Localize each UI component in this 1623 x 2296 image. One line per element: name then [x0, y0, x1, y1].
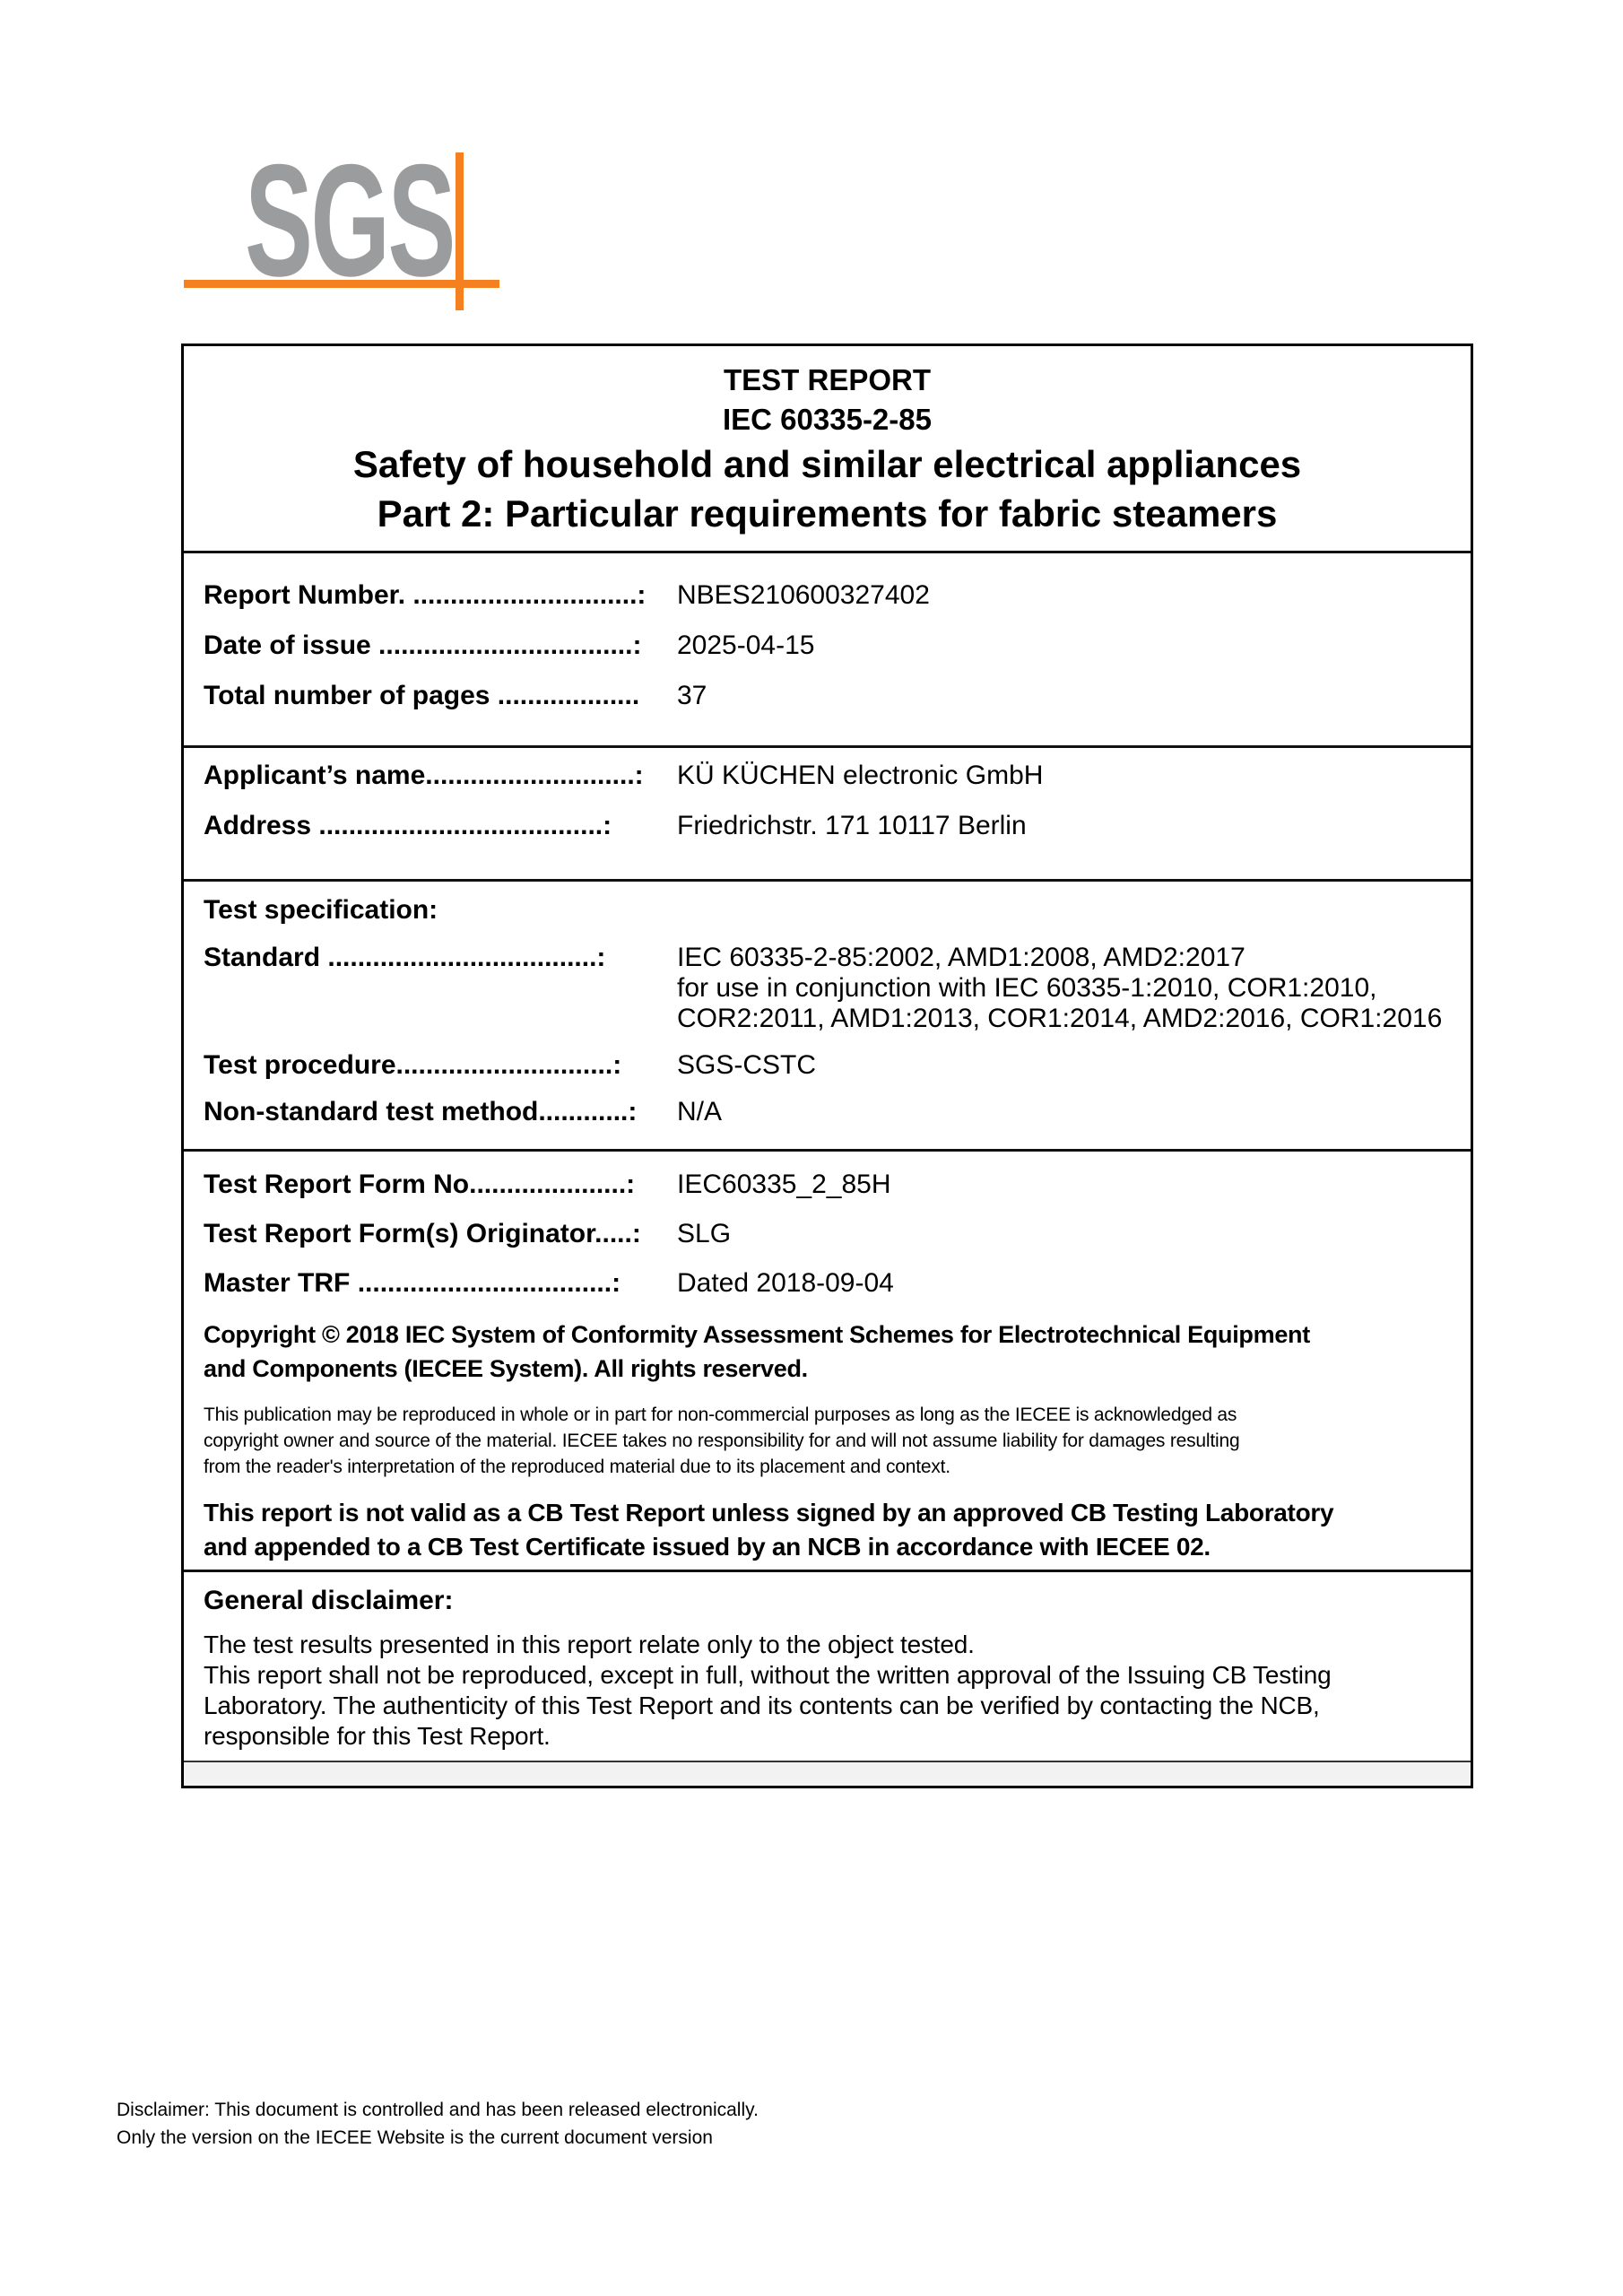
shaded-empty-row — [184, 1761, 1471, 1786]
test-specification-heading: Test specification: — [204, 895, 438, 925]
test-procedure-row — [204, 1050, 1449, 1081]
standard-value — [677, 943, 1449, 1034]
footer-disclaimer-line: Disclaimer: This document is controlled and has been released electronically. — [117, 2100, 759, 2120]
applicant-name-value: KÜ KÜCHEN electronic GmbH — [677, 761, 1044, 790]
fine-print-line: from the reader's interpretation of the reproduced material due to its placement and context. — [204, 1457, 950, 1477]
report-title: TEST REPORT — [723, 363, 932, 396]
report-info-section — [184, 551, 1471, 745]
non-standard-method-label: Non-standard test method............: — [204, 1097, 638, 1126]
general-disclaimer-section — [184, 1570, 1471, 1761]
logo-orange-crossbar — [456, 152, 464, 310]
report-number-row — [204, 580, 1449, 611]
applicant-name-row — [204, 761, 1449, 791]
general-disclaimer-heading: General disclaimer: — [204, 1586, 454, 1615]
applicant-section — [184, 745, 1471, 879]
reproduction-fine-print — [204, 1402, 1449, 1480]
date-of-issue-label: Date of issue ..................................: — [204, 631, 642, 660]
footer-disclaimer-line: Only the version on the IECEE Website is the current document version — [117, 2127, 713, 2148]
non-standard-method-value: N/A — [677, 1097, 723, 1126]
cb-validity-notice — [204, 1496, 1449, 1564]
standard-part: Part 2: Particular requirements for fabric steamers — [377, 492, 1278, 535]
test-procedure-label: Test procedure.............................: — [204, 1050, 622, 1080]
copyright-notice — [204, 1318, 1449, 1386]
address-value: Friedrichstr. 171 10117 Berlin — [677, 811, 1027, 840]
trf-number-label: Test Report Form No.....................: — [204, 1170, 636, 1199]
trf-originator-row — [204, 1219, 1449, 1249]
sgs-logo-text: SGS — [245, 131, 454, 309]
master-trf-row — [204, 1268, 1449, 1299]
standard-label: Standard ....................................: — [204, 943, 606, 972]
address-label: Address ......................................: — [204, 811, 612, 840]
trf-number-value: IEC60335_2_85H — [677, 1170, 891, 1199]
date-of-issue-value: 2025-04-15 — [677, 631, 815, 660]
disclaimer-line: The test results presented in this report relate only to the object tested. — [204, 1631, 975, 1658]
standard-value-line: COR2:2011, AMD1:2013, COR1:2014, AMD2:2016, COR1:2016 — [677, 1004, 1443, 1033]
report-table — [181, 344, 1473, 1788]
total-pages-label: Total number of pages ................... — [204, 681, 640, 710]
applicant-name-label: Applicant’s name............................: — [204, 761, 644, 790]
total-pages-row — [204, 681, 1449, 711]
standard-value-line: IEC 60335-2-85:2002, AMD1:2008, AMD2:2017 — [677, 943, 1245, 972]
report-number-label: Report Number. ..............................: — [204, 580, 647, 610]
trf-number-row — [204, 1170, 1449, 1200]
disclaimer-line: responsible for this Test Report. — [204, 1722, 551, 1750]
cb-validity-line: This report is not valid as a CB Test Report unless signed by an approved CB Testing Laboratory — [204, 1499, 1334, 1526]
title-block — [184, 346, 1471, 551]
disclaimer-line: Laboratory. The authenticity of this Test Report and its contents can be verified by contacting the NCB, — [204, 1692, 1320, 1719]
fine-print-line: copyright owner and source of the material. IECEE takes no responsibility for and will not assume liability for damages resulting — [204, 1431, 1240, 1451]
copyright-line: Copyright © 2018 IEC System of Conformity Assessment Schemes for Electrotechnical Equipment — [204, 1321, 1310, 1348]
standard-name: Safety of household and similar electrical appliances — [352, 443, 1302, 485]
address-row — [204, 811, 1449, 841]
trf-originator-label: Test Report Form(s) Originator.....: — [204, 1219, 641, 1248]
standard-row — [204, 943, 1449, 1034]
standard-number: IEC 60335-2-85 — [723, 403, 932, 436]
test-procedure-value: SGS-CSTC — [677, 1050, 817, 1080]
non-standard-method-row — [204, 1097, 1449, 1127]
page-footer — [117, 2096, 759, 2152]
trf-section — [184, 1149, 1471, 1570]
cb-validity-line: and appended to a CB Test Certificate issued by an NCB in accordance with IECEE 02. — [204, 1533, 1211, 1561]
report-number-value: NBES210600327402 — [677, 580, 930, 610]
test-specification-section — [184, 879, 1471, 1149]
copyright-line: and Components (IECEE System). All rights reserved. — [204, 1355, 808, 1382]
master-trf-value: Dated 2018-09-04 — [677, 1268, 894, 1298]
date-of-issue-row — [204, 631, 1449, 661]
fine-print-line: This publication may be reproduced in whole or in part for non-commercial purposes as long as the IECEE is acknowledged as — [204, 1405, 1237, 1425]
total-pages-value: 37 — [677, 681, 707, 710]
standard-value-line: for use in conjunction with IEC 60335-1:2010, COR1:2010, — [677, 973, 1377, 1003]
trf-originator-value: SLG — [677, 1219, 732, 1248]
master-trf-label: Master TRF ..................................: — [204, 1268, 621, 1298]
disclaimer-line: This report shall not be reproduced, except in full, without the written approval of the Issuing CB Testing — [204, 1661, 1332, 1689]
general-disclaimer-body — [204, 1630, 1449, 1752]
